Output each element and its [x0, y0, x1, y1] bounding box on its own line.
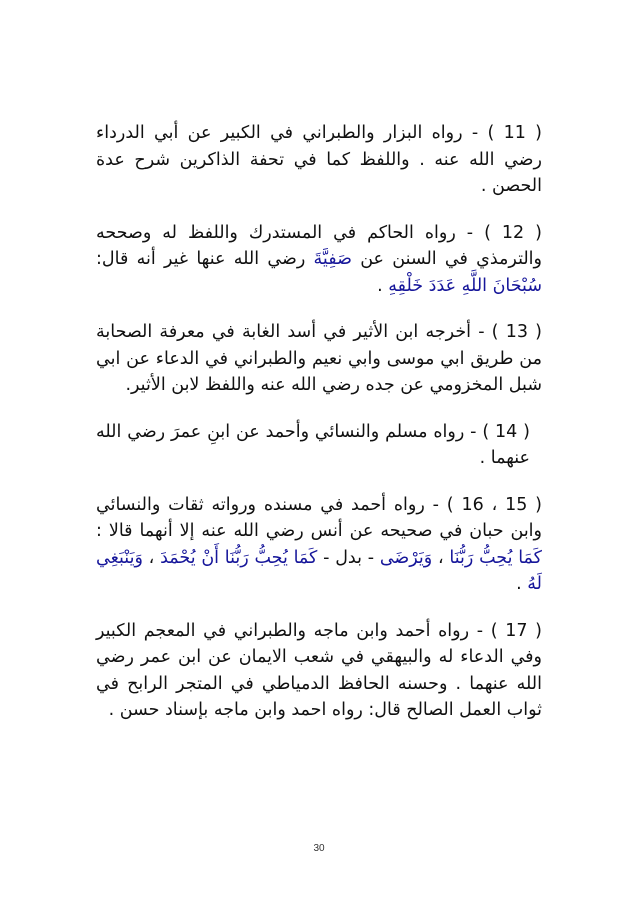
quoted-wording: وَيَرْضَى: [379, 547, 433, 568]
footnote-11: [96, 120, 542, 200]
footnote-text: - بدل -: [317, 547, 380, 568]
footnote-text: .: [377, 275, 389, 296]
page-number: 30: [313, 843, 325, 854]
footnote-text: .: [516, 574, 528, 594]
footnote-14: [96, 419, 542, 472]
quoted-wording: كَمَا يُحِبُّ رَبُّنَا أَنْ يُحْمَدَ: [160, 547, 318, 568]
quoted-wording: سُبْحَانَ اللَّهِ عَدَدَ خَلْقِهِ: [388, 275, 542, 296]
footnote-text: رضي الله عنها غير أنه قال:: [96, 249, 314, 269]
footnote-15-16: [96, 492, 542, 598]
footnote-12: [96, 220, 542, 300]
footnote-text: ( 17 ) - رواه أحمد وابن ماجه والطبراني في المعجم الكبير وفي الدعاء له والبيهقي في شعب الايمان عن ابن عمر رضي الله عنهما . وحسنه الحافظ الدمياطي في المتجر الرابح في ثواب العمل الصالح قال: رواه احمد وابن ماجه بإسناد حسن .: [96, 620, 543, 720]
footnote-17: [96, 618, 542, 724]
footnote-text: ( 15 ، 16 ) - رواه أحمد في مسنده ورواته ثقات والنسائي وابن حبان في صحيحه عن أنس رضي الله عنه إلا أنهما قالا :: [96, 494, 543, 541]
quoted-wording: وَيَنْبَغِي لَهُ: [96, 547, 542, 594]
footnote-13: [96, 319, 542, 399]
footnote-text: ،: [142, 547, 161, 568]
footnote-text: ( 12 ) - رواه الحاكم في المستدرك واللفظ له وصححه والترمذي في السنن عن: [96, 222, 543, 269]
footnote-text: ( 14 ) - رواه مسلم والنسائي وأحمد عن ابنِ عمرَ رضي الله عنهما .: [96, 421, 531, 468]
footnote-text: ( 13 ) - أخرجه ابن الأثير في أسد الغابة في معرفة الصحابة من طريق ابي موسى وابي نعيم والطبراني في الدعاء عن ابي شبل المخزومي عن جده رضي الله عنه واللفظ لابن الأثير.: [96, 322, 542, 395]
quoted-wording: كَمَا يُحِبُّ رَبُّنَا: [449, 547, 542, 568]
footnotes-block: [96, 120, 542, 744]
footnote-text: ،: [432, 547, 450, 568]
footnote-text: ( 11 ) - رواه البزار والطبراني في الكبير عن أبي الدرداء رضي الله عنه . واللفظ كما في تحفة الذاكرين شرح عدة الحصن .: [96, 123, 543, 196]
quoted-wording: صَفِيَّةَ: [313, 249, 352, 269]
